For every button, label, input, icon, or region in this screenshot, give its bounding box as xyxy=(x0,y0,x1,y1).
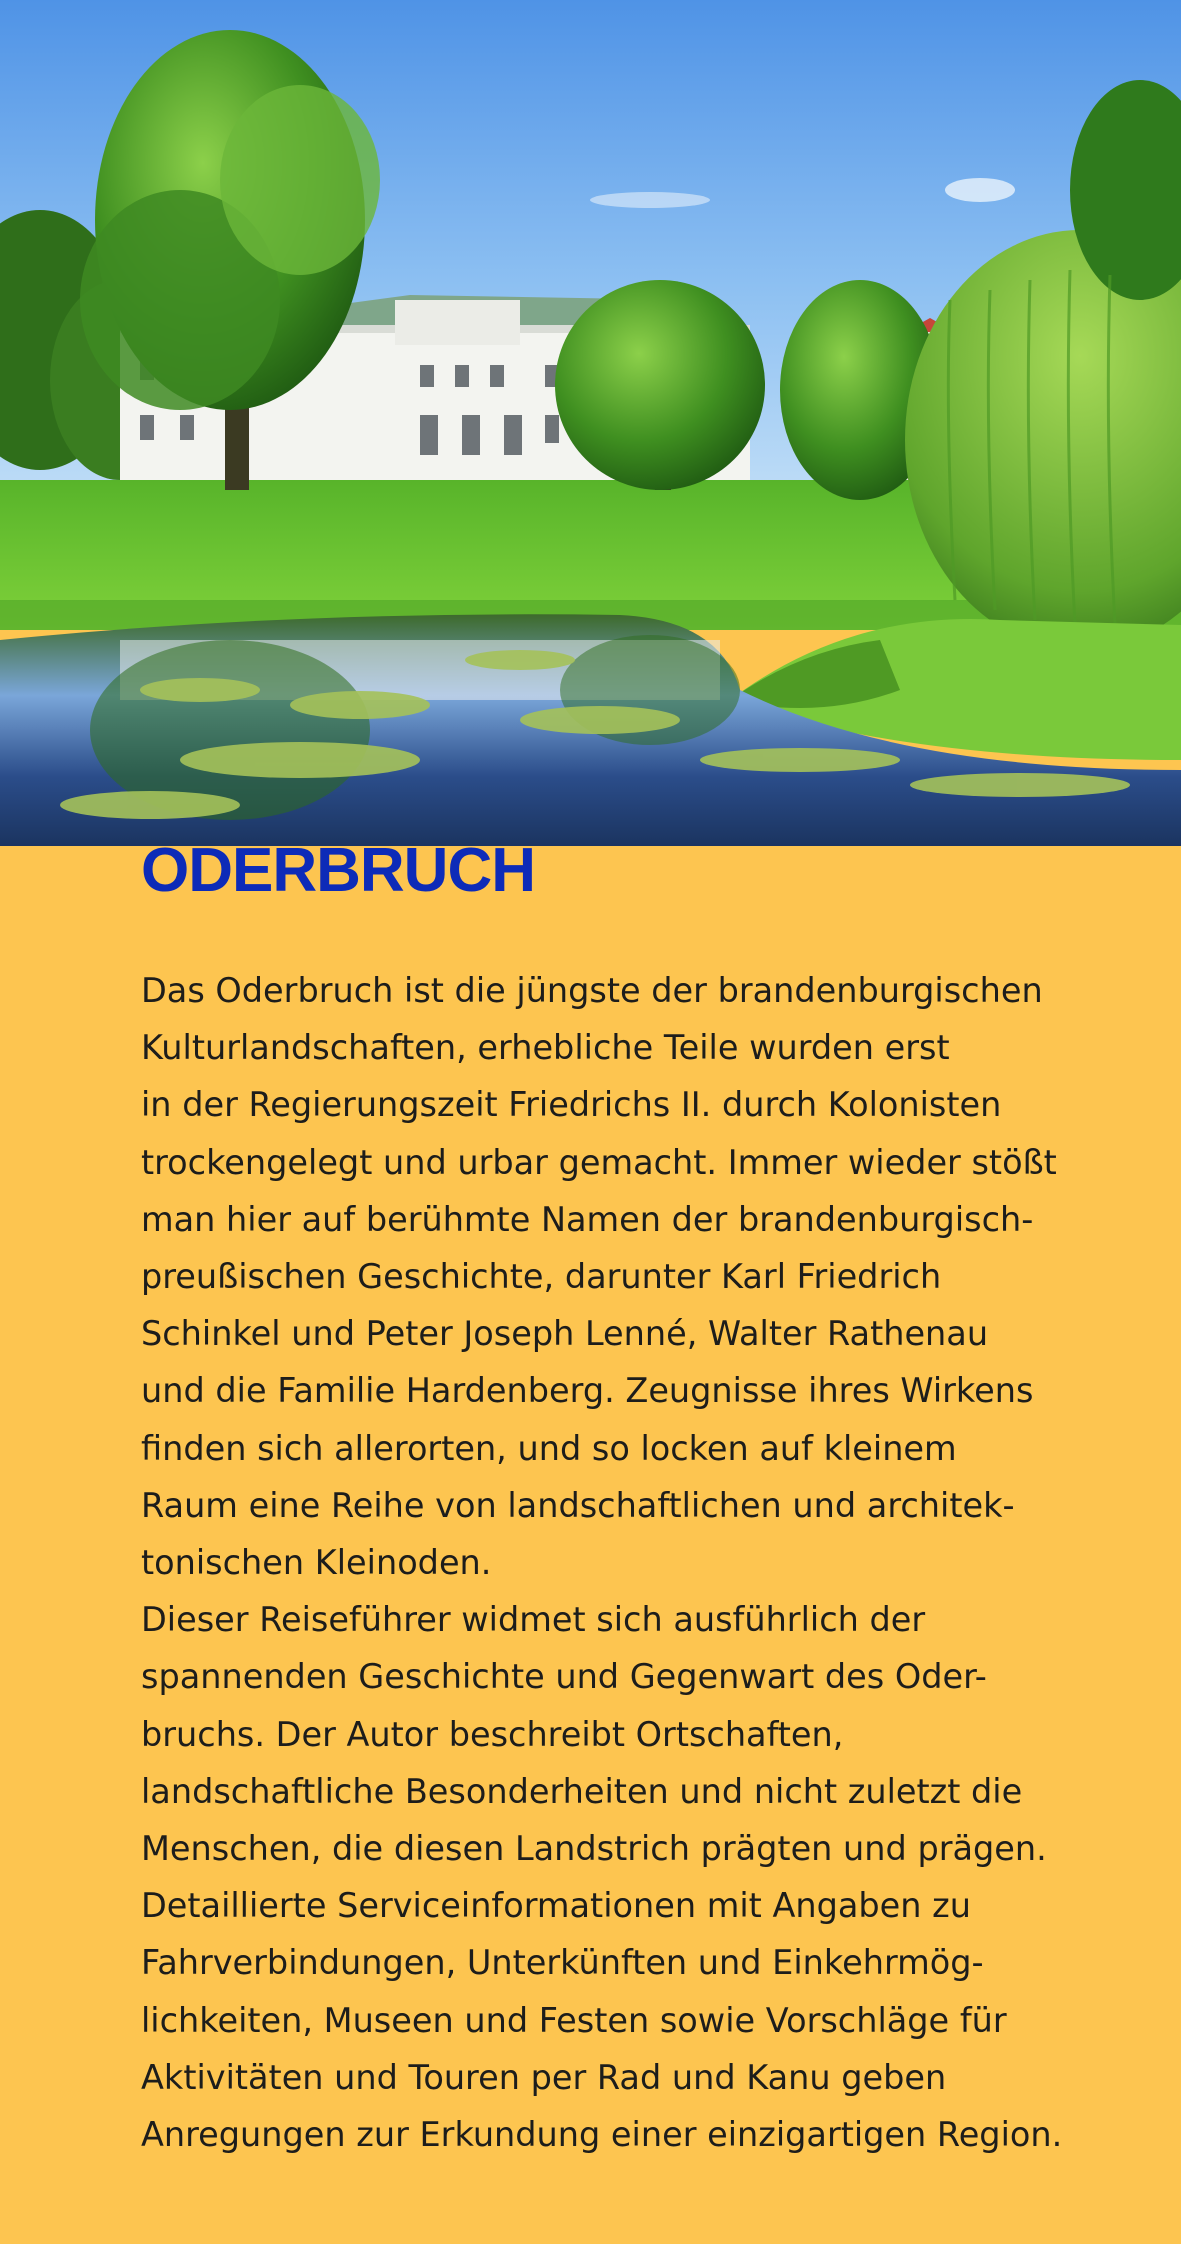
blurb-line: Kulturlandschaften, erhebliche Teile wurden erst xyxy=(141,1028,950,1068)
blurb-line: und die Familie Hardenberg. Zeugnisse ihres Wirkens xyxy=(141,1371,1034,1411)
blurb-line: trockengelegt und urbar gemacht. Immer wieder stößt xyxy=(141,1142,1057,1182)
blurb-line: preußischen Geschichte, darunter Karl Friedrich xyxy=(141,1257,942,1297)
blurb-line: Menschen, die diesen Landstrich prägten und prägen. xyxy=(141,1829,1047,1869)
blurb-line: tonischen Kleinoden. xyxy=(141,1543,492,1583)
book-title: ODERBRUCH xyxy=(141,836,535,905)
blurb-line: Aktivitäten und Touren per Rad und Kanu geben xyxy=(141,2057,947,2097)
castle-park-pond-photo xyxy=(0,0,1181,846)
blurb-line: landschaftliche Besonderheiten und nicht zuletzt die xyxy=(141,1771,1023,1811)
blurb-line: spannenden Geschichte und Gegenwart des Oder- xyxy=(141,1657,987,1697)
blurb-line: Raum eine Reihe von landschaftlichen und architek- xyxy=(141,1485,1015,1525)
blurb-line: Dieser Reiseführer widmet sich ausführlich der xyxy=(141,1600,926,1640)
blurb-text xyxy=(141,962,1151,2163)
blurb-line: finden sich allerorten, und so locken auf kleinem xyxy=(141,1428,957,1468)
blurb-line: Schinkel und Peter Joseph Lenné, Walter Rathenau xyxy=(141,1314,989,1354)
blurb-line: in der Regierungszeit Friedrichs II. durch Kolonisten xyxy=(141,1085,1002,1125)
blurb-line: lichkeiten, Museen und Festen sowie Vorschläge für xyxy=(141,2000,1007,2040)
blurb-line: Das Oderbruch ist die jüngste der brandenburgischen xyxy=(141,971,1043,1010)
blurb-line: Anregungen zur Erkundung einer einzigartigen Region. xyxy=(141,2115,1063,2155)
blurb-line: Fahrverbindungen, Unterkünften und Einkehrmög- xyxy=(141,1943,984,1983)
blurb-line: Detaillierte Serviceinformationen mit Angaben zu xyxy=(141,1886,971,1926)
blurb-line: bruchs. Der Autor beschreibt Ortschaften, xyxy=(141,1714,844,1754)
blurb-line: man hier auf berühmte Namen der brandenburgisch- xyxy=(141,1199,1034,1239)
